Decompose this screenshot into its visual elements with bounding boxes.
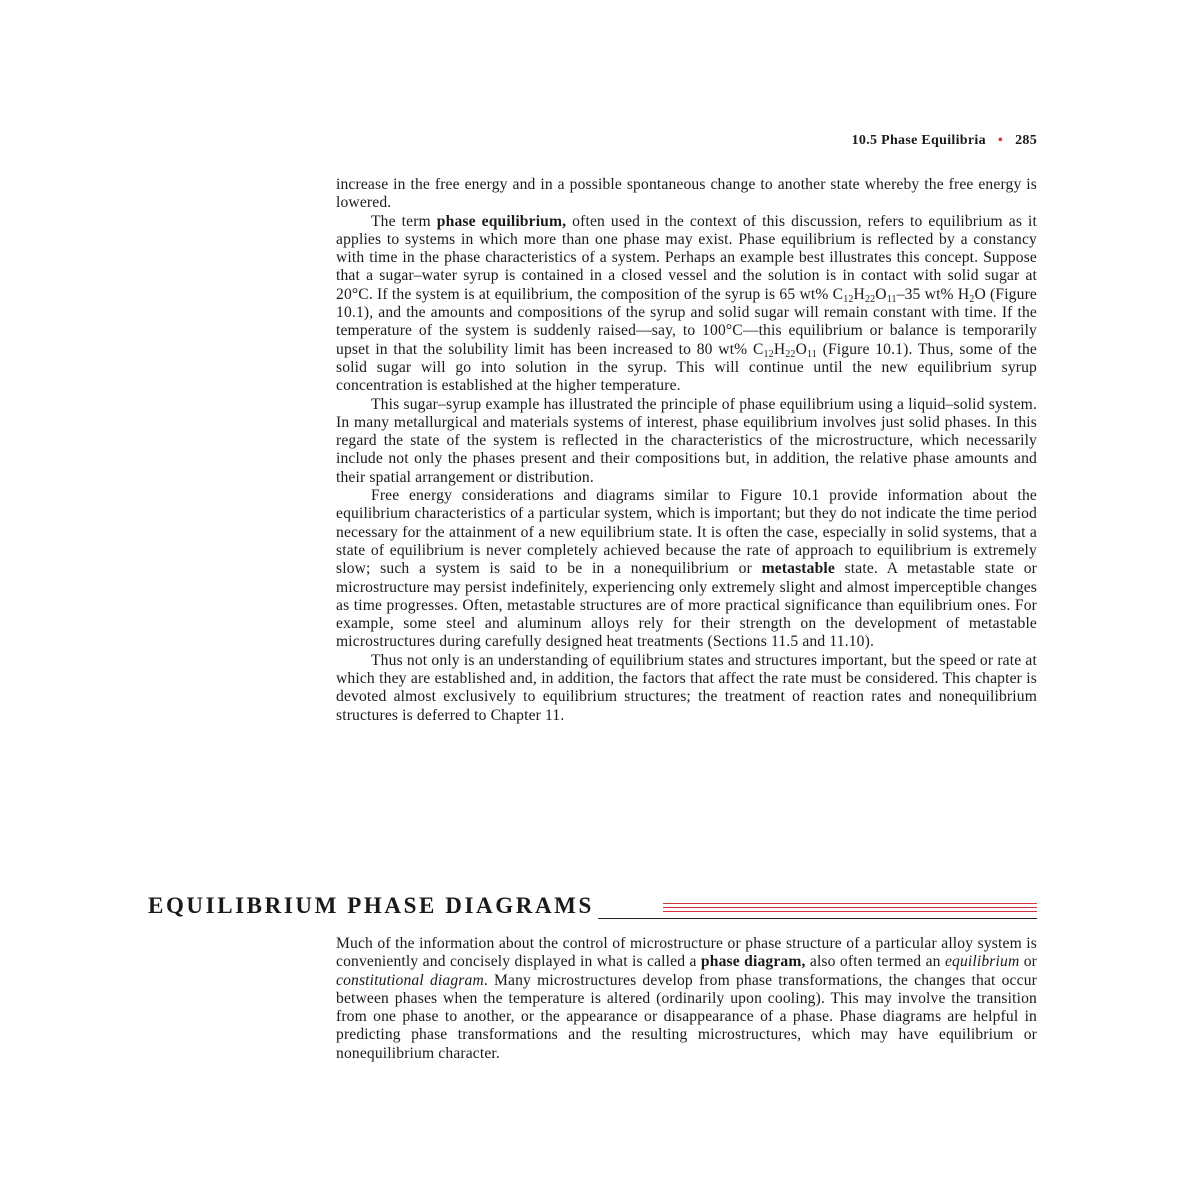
paragraph-phase-diagram <box>336 935 1037 1063</box>
subscript: 22 <box>864 293 876 305</box>
text-run: state. A metastable state or microstructure may persist indefinitely, experiencing only extremely slight and almost imperceptible changes as time progresses. Often, metastable structures are of more practical significance than equilibrium ones. For example, some steel and aluminum alloys rely for their strength on the development of metastable microstructures during carefully designed heat treatments (Sections 11.5 and 11.10). <box>336 560 1037 651</box>
text-run: H <box>773 340 786 358</box>
subscript: 11 <box>886 293 897 305</box>
page-number: 285 <box>1015 133 1037 148</box>
text-run: (Figure 10.1). Thus, some of the solid sugar will go into solution in the syrup. This will continue until the new equilibrium syrup concentration is established at the higher temperature. <box>336 340 1037 395</box>
paragraph-text: This sugar–syrup example has illustrated the principle of phase equilibrium using a liquid–solid system. In many metallurgical and materials systems of interest, phase equilibrium involves just solid phases. In this regard the state of the system is reflected in the characteristics of the microstructure, which necessarily include not only the phases present and their compositions but, in addition, the relative phase amounts and their spatial arrangement or distribution. <box>336 395 1037 486</box>
heading-rule-red <box>663 911 1037 912</box>
body-text-column <box>336 176 1037 725</box>
subscript: 2 <box>969 293 975 305</box>
header-section-title: 10.5 Phase Equilibria <box>851 133 986 148</box>
subscript: 11 <box>807 348 817 360</box>
running-header <box>700 133 1037 149</box>
text-run: often used in the context of this discussion, refers to equilibrium as it applies to systems in which more than one phase may exist. Phase equilibrium is reflected by a constancy with time in the phase characteristics of a system. Perhaps an example best illustrates this concept. Suppose that a sugar–water syrup is contained in a closed vessel and the solution is in contact with solid sugar at 20°C. If the system is at equilibrium, the composition of the syrup is 65 wt% C <box>336 212 1037 303</box>
paragraph-rates <box>336 652 1037 725</box>
paragraph-continuation <box>336 176 1037 213</box>
text-run: –35 wt% H <box>896 285 970 303</box>
subscript: 22 <box>785 348 796 360</box>
text-run: also often termed an <box>805 953 945 971</box>
section-heading-block <box>148 893 1037 923</box>
text-run: Much of the information about the control of microstructure or phase structure of a particular alloy system is conveniently and concisely displayed in what is called a <box>336 935 1037 971</box>
bold-term: phase diagram, <box>700 953 806 971</box>
section-heading: EQUILIBRIUM PHASE DIAGRAMS <box>148 893 598 919</box>
heading-rule-red <box>663 903 1037 904</box>
paragraph-text: Thus not only is an understanding of equilibrium states and structures important, but the speed or rate at which they are established and, in addition, the factors that affect the rate must be considered. This chapter is devoted almost exclusively to equilibrium structures; the treatment of reaction rates and nonequilibrium structures is deferred to Chapter 11. <box>336 651 1037 724</box>
text-run: Free energy considerations and diagrams similar to Figure 10.1 provide information about the equilibrium characteristics of a particular system, which is important; but they do not indicate the time period necessary for the attainment of a new equilibrium state. It is often the case, especially in solid systems, that a state of equilibrium is never completely achieved because the rate of approach to equilibrium is extremely slow; such a system is said to be in a nonequilibrium or <box>336 487 1037 578</box>
subscript: 12 <box>763 348 774 360</box>
bold-term: phase equilibrium, <box>436 212 567 230</box>
italic-term: equilibrium <box>944 953 1020 971</box>
text-run: O <box>795 340 807 358</box>
paragraph-text: increase in the free energy and in a possible spontaneous change to another state whereby the free energy is lowered. <box>336 176 1037 212</box>
text-run: . Many microstructures develop from phase transformations, the changes that occur between phases when the temperature is altered (ordinarily upon cooling). This may involve the transition from one phase to another, or the appearance or disappearance of a phase. Phase diagrams are helpful in predicting phase transformations and the resulting microstructures, which may have equilibrium or nonequilibrium character. <box>336 971 1037 1062</box>
paragraph-phase-equilibrium <box>336 213 1037 396</box>
italic-term: constitutional diagram <box>336 971 484 989</box>
body-text-column-2 <box>336 935 1037 1063</box>
text-run: O <box>875 285 887 303</box>
text-run: or <box>1019 953 1037 971</box>
text-run: H <box>853 285 865 303</box>
text-run: The term <box>371 212 437 230</box>
text-run: O (Figure 10.1), and the amounts and compositions of the syrup and solid sugar will remain constant with time. If the temperature of the system is suddenly raised—say, to 100°C—this equilibrium or balance is temporarily upset in that the solubility limit has been increased to 80 wt% C <box>336 285 1037 358</box>
bold-term: metastable <box>761 560 835 578</box>
heading-rule-red <box>663 907 1037 908</box>
paragraph-sugar-syrup <box>336 396 1037 487</box>
paragraph-metastable <box>336 487 1037 652</box>
header-bullet: • <box>997 133 1004 148</box>
subscript: 12 <box>843 293 854 305</box>
